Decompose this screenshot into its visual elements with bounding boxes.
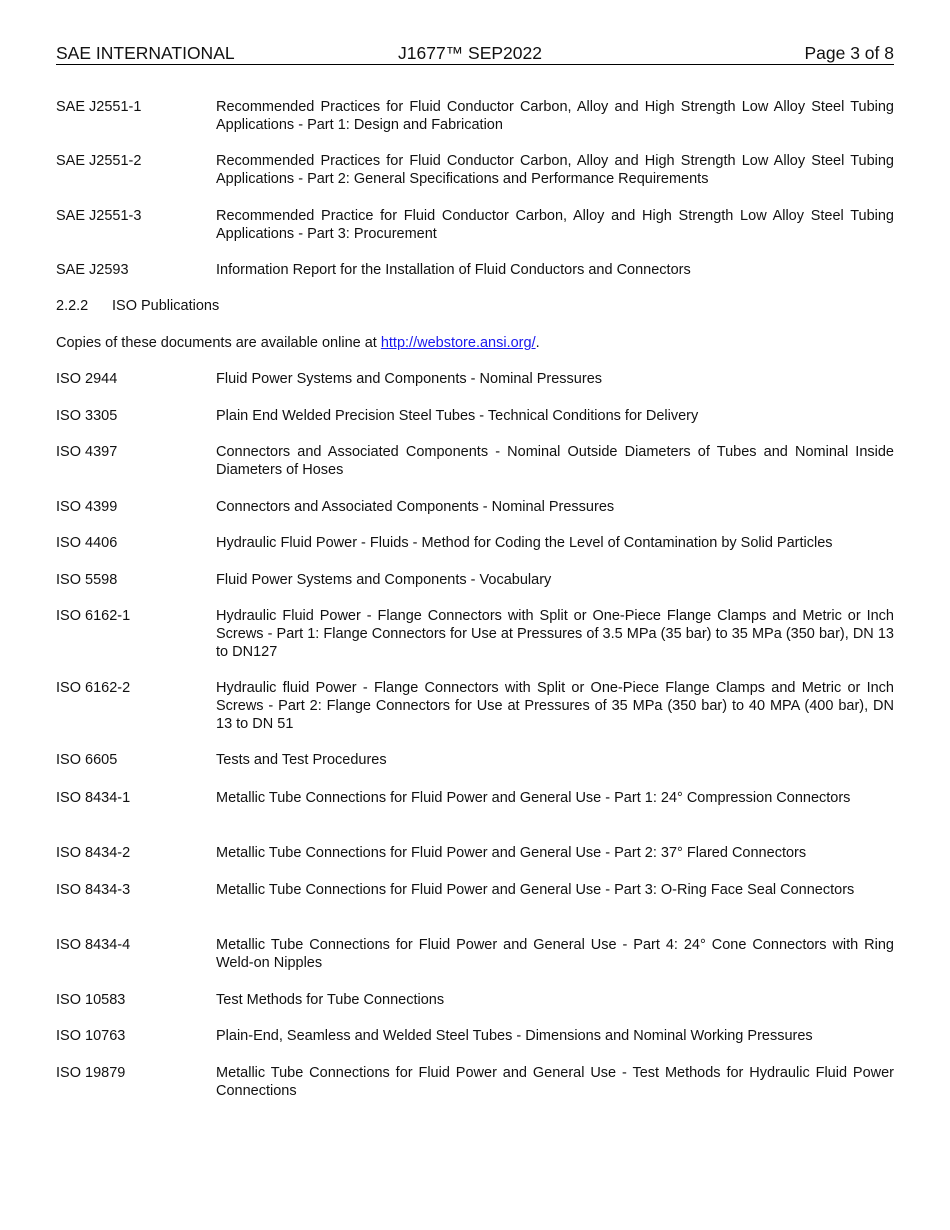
reference-title: Metallic Tube Connections for Fluid Power and General Use - Test Methods for Hydraulic Fluid Power Connections (216, 1065, 894, 1099)
reference-code: SAE J2551-1 (56, 99, 142, 115)
reference-code: ISO 2944 (56, 371, 118, 387)
reference-title: Metallic Tube Connections for Fluid Power and General Use - Part 4: 24° Cone Connectors with Ring Weld-on Nipples (216, 937, 894, 971)
section-heading (56, 297, 219, 315)
reference-code: SAE J2551-3 (56, 208, 142, 224)
reference-code: ISO 19879 (56, 1065, 126, 1081)
reference-code: ISO 6162-1 (56, 608, 131, 624)
reference-title: Recommended Practices for Fluid Conductor Carbon, Alloy and High Strength Low Alloy Steel Tubing Applications - Part 2: General Specifications and Performance Requirements (216, 153, 894, 187)
reference-title: Connectors and Associated Components - Nominal Outside Diameters of Tubes and Nominal Inside Diameters of Hoses (216, 444, 894, 478)
reference-title: Plain-End, Seamless and Welded Steel Tubes - Dimensions and Nominal Working Pressures (216, 1028, 813, 1044)
reference-code: ISO 8434-4 (56, 937, 131, 953)
page-header (56, 43, 894, 65)
reference-code: ISO 4397 (56, 444, 118, 460)
reference-title: Recommended Practice for Fluid Conductor Carbon, Alloy and High Strength Low Alloy Steel Tubing Applications - Part 3: Procurement (216, 208, 894, 242)
header-document-id: J1677™ SEP2022 (398, 43, 542, 63)
reference-code: ISO 10763 (56, 1028, 126, 1044)
reference-code: ISO 5598 (56, 572, 118, 588)
reference-title: Hydraulic fluid Power - Flange Connectors with Split or One-Piece Flange Clamps and Metric or Inch Screws - Part 2: Flange Connectors for Use at Pressures of 35 MPa (350 bar) to 40 MPA (400 bar), DN 13 to DN 51 (216, 680, 894, 732)
reference-code: SAE J2593 (56, 262, 129, 278)
section-number: 2.2.2 (56, 298, 89, 314)
reference-code: ISO 8434-1 (56, 790, 131, 806)
header-organization: SAE INTERNATIONAL (56, 43, 235, 63)
reference-title: Information Report for the Installation of Fluid Conductors and Connectors (216, 262, 691, 278)
note-text: Copies of these documents are available online at (56, 335, 381, 351)
reference-title: Plain End Welded Precision Steel Tubes - Technical Conditions for Delivery (216, 408, 699, 424)
reference-title: Tests and Test Procedures (216, 752, 387, 768)
header-page-number: Page 3 of 8 (804, 43, 894, 63)
section-title: ISO Publications (112, 298, 220, 314)
reference-title: Hydraulic Fluid Power - Fluids - Method for Coding the Level of Contamination by Solid Particles (216, 535, 833, 551)
note-end: . (535, 335, 540, 351)
reference-title: Metallic Tube Connections for Fluid Power and General Use - Part 1: 24° Compression Connectors (216, 790, 851, 806)
reference-title: Test Methods for Tube Connections (216, 992, 445, 1008)
reference-code: ISO 3305 (56, 408, 118, 424)
reference-code: SAE J2551-2 (56, 153, 142, 169)
reference-title: Metallic Tube Connections for Fluid Power and General Use - Part 3: O-Ring Face Seal Connectors (216, 882, 855, 898)
reference-title: Connectors and Associated Components - Nominal Pressures (216, 499, 615, 515)
reference-code: ISO 4406 (56, 535, 118, 551)
reference-code: ISO 4399 (56, 499, 118, 515)
reference-title: Fluid Power Systems and Components - Nominal Pressures (216, 371, 603, 387)
reference-title: Recommended Practices for Fluid Conductor Carbon, Alloy and High Strength Low Alloy Steel Tubing Applications - Part 1: Design and Fabrication (216, 99, 894, 133)
reference-code: ISO 6162-2 (56, 680, 131, 696)
reference-title: Metallic Tube Connections for Fluid Power and General Use - Part 2: 37° Flared Connectors (216, 845, 807, 861)
reference-code: ISO 6605 (56, 752, 118, 768)
webstore-link[interactable]: http://webstore.ansi.org/ (380, 335, 536, 351)
reference-title: Hydraulic Fluid Power - Flange Connectors with Split or One-Piece Flange Clamps and Metric or Inch Screws - Part 1: Flange Connectors for Use at Pressures of 3.5 MPa (35 bar) to 35 MPa (350 bar), DN 13 to DN127 (216, 608, 894, 660)
reference-title: Fluid Power Systems and Components - Vocabulary (216, 572, 552, 588)
reference-code: ISO 8434-2 (56, 845, 131, 861)
availability-note (56, 334, 540, 352)
reference-code: ISO 8434-3 (56, 882, 131, 898)
reference-code: ISO 10583 (56, 992, 126, 1008)
